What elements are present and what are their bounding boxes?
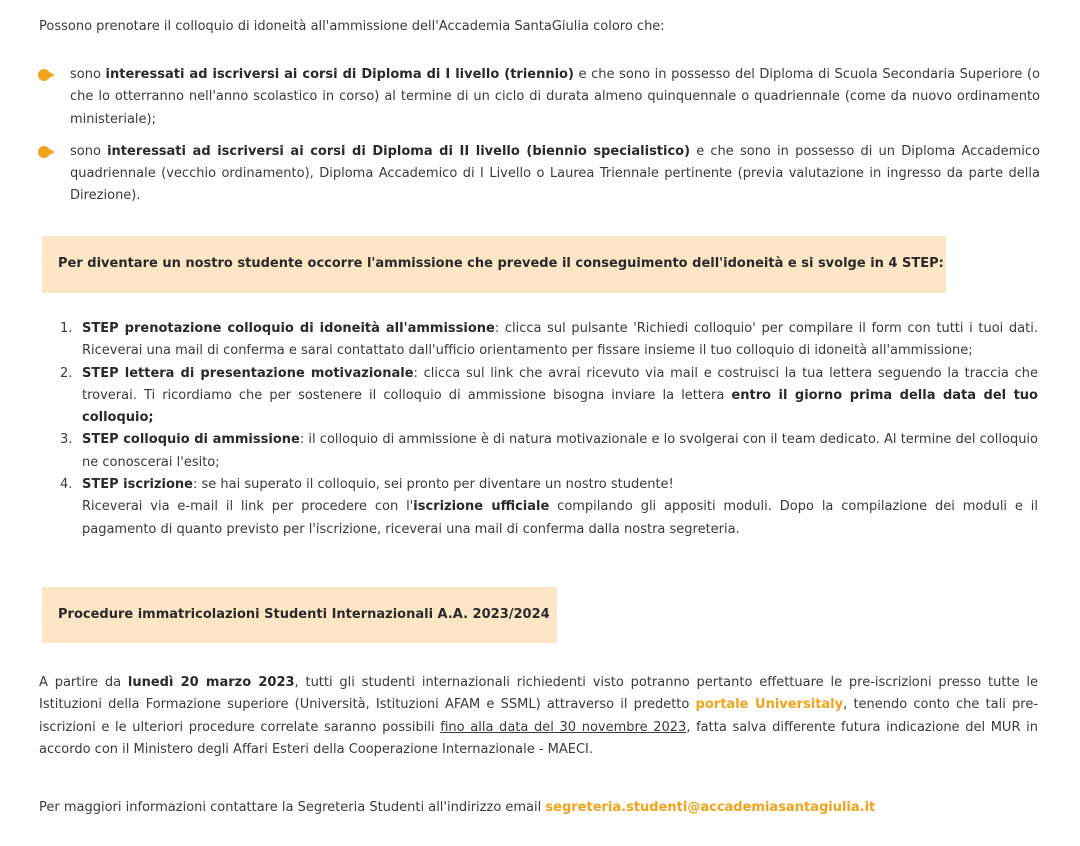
steps-heading-box [42,236,946,293]
contact-paragraph: Per maggiori informazioni contattare la Segreteria Studenti all'indirizzo email segreteria.studenti@accademiasantagiulia.it [39,800,876,815]
start-date: lunedì 20 marzo 2023 [127,675,295,690]
step-number: 4. [60,477,73,493]
intro-text: Possono prenotare il colloquio di idoneità all'ammissione dell'Accademia SantaGiulia coloro che: [39,19,665,34]
eligibility-list [38,64,1040,218]
list-item: sono interessati ad iscriversi ai corsi di Diploma di II livello (biennio specialistico) e che sono in possesso di un Diploma Accademico quadriennale (vecchio ordinamento), Diploma Accademico di I Livello o Laurea Triennale pertinente (previa valutazione in ingresso da parte della Direzione). [38,141,1040,208]
list-item: sono interessati ad iscriversi ai corsi di Diploma di I livello (triennio) e che sono in possesso del Diploma di Scuola Secondaria Superiore (o che lo otterranno nell'anno scolastico in corso) al termine di un ciclo di durata almeno quinquennale o quadriennale (come da nuovo ordinamento ministeriale); [38,64,1040,131]
bullet-icon [38,146,50,158]
step-number: 2. [60,365,73,381]
step-item: 3. STEP colloquio di ammissione: il colloquio di ammissione è di natura motivazionale e lo svolgerai con il team dedicato. Al termine del colloquio ne conoscerai l'esito; [60,429,1038,474]
step-item: 4. STEP iscrizione: se hai superato il colloquio, sei pronto per diventare un nostro studente! Riceverai via e-mail il link per procedere con l'iscrizione ufficiale compilando gli appositi moduli. Dopo la compilazione dei moduli e il pagamento di quanto previsto per l'iscrizione, riceverai una mail di conferma dalla nostra segreteria. [60,474,1038,541]
step-number: 3. [60,432,73,448]
email-link[interactable]: segreteria.studenti@accademiasantagiulia.it [545,800,876,815]
international-paragraph: A partire da lunedì 20 marzo 2023, tutti gli studenti internazionali richiedenti visto potranno pertanto effettuare le pre-iscrizioni presso tutte le Istituzioni della Formazione superiore (Università, Istituzioni AFAM e SSML) attraverso il predetto portale Universitaly, tenendo conto che tali pre-iscrizioni e le ulteriori procedure correlate saranno possibili fino alla data del 30 novembre 2023, fatta salva differente futura indicazione del MUR in accordo con il Ministero degli Affari Esteri della Cooperazione Internazionale - MAECI. [39,675,1039,757]
international-heading-box [42,587,557,643]
universitaly-link[interactable]: portale Universitaly [695,697,844,713]
bullet-icon [38,69,50,81]
steps-heading: Per diventare un nostro studente occorre l'ammissione che prevede il conseguimento dell'idoneità e si svolge in 4 STEP: [58,256,944,272]
step-item: 2. STEP lettera di presentazione motivazionale: clicca sul link che avrai ricevuto via mail e costruisci la tua lettera seguendo la traccia che troverai. Ti ricordiamo che per sostenere il colloquio di ammissione bisogna inviare la lettera entro il giorno prima della data del tuo colloquio; [60,363,1038,430]
steps-list [60,318,1038,541]
deadline-text: fino alla data del 30 novembre 2023 [440,719,687,735]
international-heading: Procedure immatricolazioni Studenti Internazionali A.A. 2023/2024 [58,606,550,622]
step-number: 1. [60,321,73,336]
step-item: 1. STEP prenotazione colloquio di idoneità all'ammissione: clicca sul pulsante 'Richiedi colloquio' per compilare il form con tutti i tuoi dati. Riceverai una mail di conferma e sarai contattato dall'ufficio orientamento per fissare insieme il tuo colloquio di idoneità all'ammissione; [60,318,1038,363]
